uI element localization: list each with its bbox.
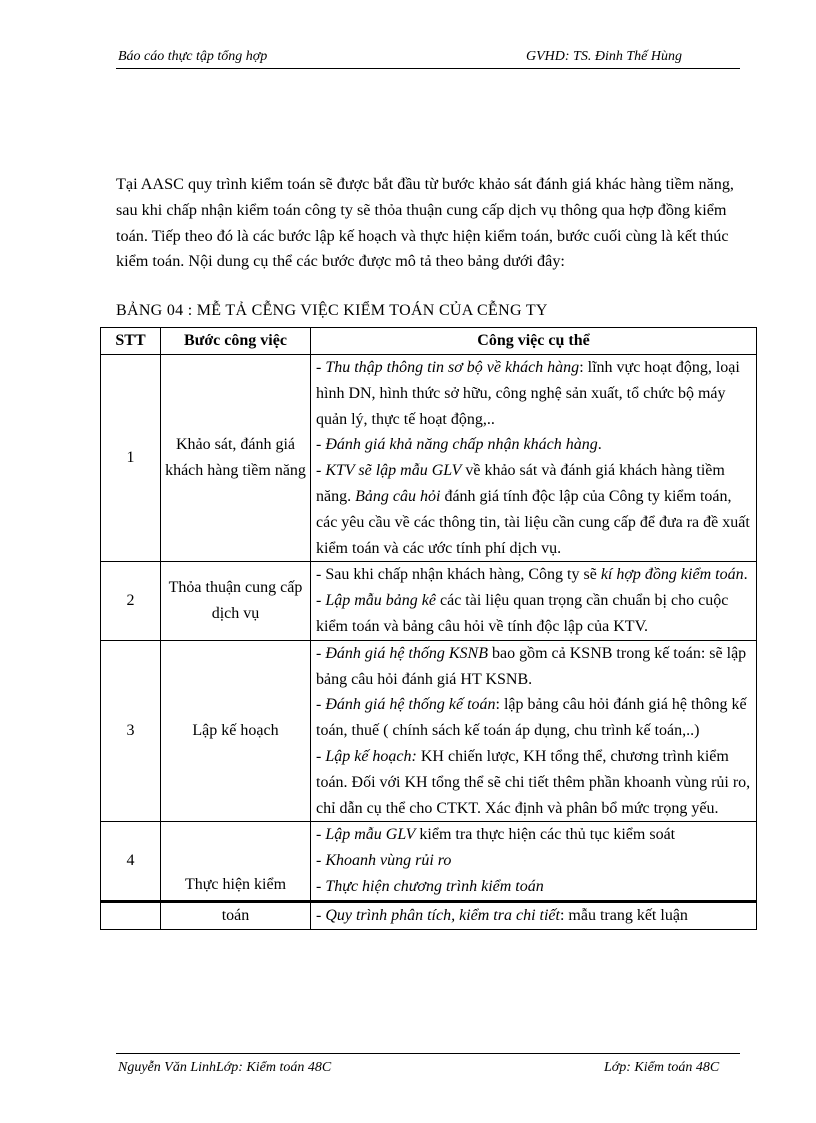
work-item-emphasis: Đánh giá hệ thống kế toán xyxy=(325,696,496,714)
work-item-emphasis: Đánh giá hệ thống KSNB xyxy=(325,644,488,662)
work-item-emphasis: Khoanh vùng rủi ro xyxy=(325,852,452,870)
work-item-emphasis: Đánh giá khả năng chấp nhận khách hàng xyxy=(325,436,598,454)
table-row xyxy=(101,822,757,901)
cell-work xyxy=(311,355,757,562)
work-item-emphasis: Thực hiện chương trình kiểm toán xyxy=(325,877,544,895)
work-item-emphasis: Quy trình phân tích, kiểm tra chi tiết xyxy=(325,906,560,924)
work-item-text: đánh giá tính độc lập của Công ty kiểm toán, các yêu cầu về các thông tin, tài liệu cần cung cấp để đưa ra đề xuất kiểm toán và các ước tính phí dịch vụ. xyxy=(316,487,750,557)
work-item-emphasis: Lập mẫu bảng kê xyxy=(325,592,436,610)
work-item-text: - xyxy=(316,644,326,662)
header-stt: STT xyxy=(101,328,161,355)
work-item xyxy=(316,848,752,874)
cell-stt: 4 xyxy=(101,822,161,901)
cell-step: Thỏa thuận cung cấp dịch vụ xyxy=(161,562,311,640)
work-item-text: các tài liệu quan trọng cần chuẩn bị cho cuộc kiểm toán và bảng câu hỏi về tính độc lập của KTV. xyxy=(316,592,729,635)
work-item xyxy=(316,588,752,640)
cell-stt: 2 xyxy=(101,562,161,640)
table-caption: BẢNG 04 : MỄ TẢ CỄNG VIỆC KIỂM TOÁN CỦA CỄNG TY xyxy=(116,302,548,319)
footer-author: Nguyễn Văn LinhLớp: Kiểm toán 48C xyxy=(118,1060,332,1075)
header-step: Bước công việc xyxy=(161,328,311,355)
work-item xyxy=(316,641,752,693)
cell-step: Khảo sát, đánh giá khách hàng tiềm năng xyxy=(161,355,311,562)
cell-stt xyxy=(101,901,161,929)
page-footer xyxy=(116,1053,740,1076)
work-item-text: Sau khi chấp nhận khách hàng, Công ty sẽ xyxy=(325,566,601,584)
work-item-text: - xyxy=(316,826,326,844)
work-item-text: - xyxy=(316,436,326,454)
work-item-text: : mẫu trang kết luận xyxy=(559,906,688,924)
work-item-emphasis: Lập mẫu GLV xyxy=(325,826,416,844)
cell-work xyxy=(311,901,757,929)
audit-work-table xyxy=(100,327,757,930)
cell-stt: 3 xyxy=(101,640,161,822)
cell-work xyxy=(311,640,757,822)
work-item-text: . xyxy=(597,436,602,454)
cell-step: Lập kế hoạch xyxy=(161,640,311,822)
table-header-row xyxy=(101,328,757,355)
table-row xyxy=(101,901,757,929)
work-item-emphasis: Bảng câu hỏi xyxy=(355,487,441,505)
work-item xyxy=(316,562,752,588)
footer-class: Lớp: Kiểm toán 48C xyxy=(604,1060,720,1075)
work-item-emphasis: kí hợp đồng kiểm toán xyxy=(600,566,744,584)
table-row xyxy=(101,562,757,640)
work-item-text: - xyxy=(316,747,326,765)
table-row xyxy=(101,640,757,822)
work-item-text: . xyxy=(743,566,748,584)
work-item-text: - xyxy=(316,359,326,376)
work-item-text: về khảo sát và đánh giá khách hàng tiềm năng. xyxy=(316,462,725,505)
cell-work xyxy=(311,562,757,640)
table-row xyxy=(101,355,757,562)
work-item-text: bao gồm cả KSNB trong kế toán: sẽ lập bảng câu hỏi đánh giá HT KSNB. xyxy=(316,644,747,688)
header-work: Công việc cụ thể xyxy=(311,328,757,355)
intro-paragraph: Tại AASC quy trình kiểm toán sẽ được bắt đầu từ bước khảo sát đánh giá khác hàng tiềm năng, sau khi chấp nhận kiểm toán công ty sẽ thỏa thuận cung cấp dịch vụ thông qua hợp đồng kiểm toán. Tiếp theo đó là các bước lập kế hoạch và thực hiện kiểm toán, bước cuối cùng là kết thúc kiểm toán. Nội dung cụ thể các bước được mô tả theo bảng dưới đây: xyxy=(116,175,734,271)
work-item xyxy=(316,874,752,900)
work-item xyxy=(316,458,752,561)
work-item-text: kiểm tra thực hiện các thủ tục kiểm soát xyxy=(415,826,676,844)
work-item-emphasis: KTV sẽ lập mẫu GLV xyxy=(325,462,462,480)
work-item xyxy=(316,355,752,432)
work-item xyxy=(316,744,752,821)
work-item xyxy=(316,822,752,848)
work-item xyxy=(316,432,752,458)
work-item-text: - xyxy=(316,696,326,714)
cell-stt: 1 xyxy=(101,355,161,562)
work-item-text: - xyxy=(316,906,326,924)
cell-step: toán xyxy=(161,901,311,929)
work-item-emphasis: Lập kế hoạch: xyxy=(325,747,417,765)
header-supervisor: GVHD: TS. Đinh Thế Hùng xyxy=(526,49,682,64)
work-item-text: KH chiến lược, KH tổng thể, chương trình kiểm toán. Đối với KH tổng thể sẽ chi tiết thêm phần khoanh vùng rủi ro, chỉ dẫn cụ thể cho CTKT. Xác định và phân bổ mức trọng yếu. xyxy=(316,747,751,817)
work-item xyxy=(316,692,752,744)
work-item xyxy=(316,903,752,929)
work-item-text: - xyxy=(316,566,326,584)
work-item-text: - xyxy=(316,592,326,610)
work-item-text: - xyxy=(316,852,326,870)
work-item-text: : lĩnh vực hoạt động, loại hình DN, hình thức sở hữu, công nghệ sản xuất, tổ chức bộ máy quản lý, thực tế hoạt động,.. xyxy=(316,359,740,428)
work-item-text: : lập bảng câu hỏi đánh giá hệ thông kế toán, thuế ( chính sách kế toán áp dụng, chu trình kế toán,..) xyxy=(316,696,747,740)
work-item-text: - xyxy=(316,462,326,480)
page-header xyxy=(116,48,740,69)
cell-step: Thực hiện kiểm xyxy=(161,822,311,901)
cell-work xyxy=(311,822,757,901)
work-item-emphasis: Thu thập thông tin sơ bộ về khách hàng xyxy=(325,359,580,376)
work-item-text: - xyxy=(316,877,326,895)
header-report-title: Báo cáo thực tập tổng hợp xyxy=(118,49,268,64)
